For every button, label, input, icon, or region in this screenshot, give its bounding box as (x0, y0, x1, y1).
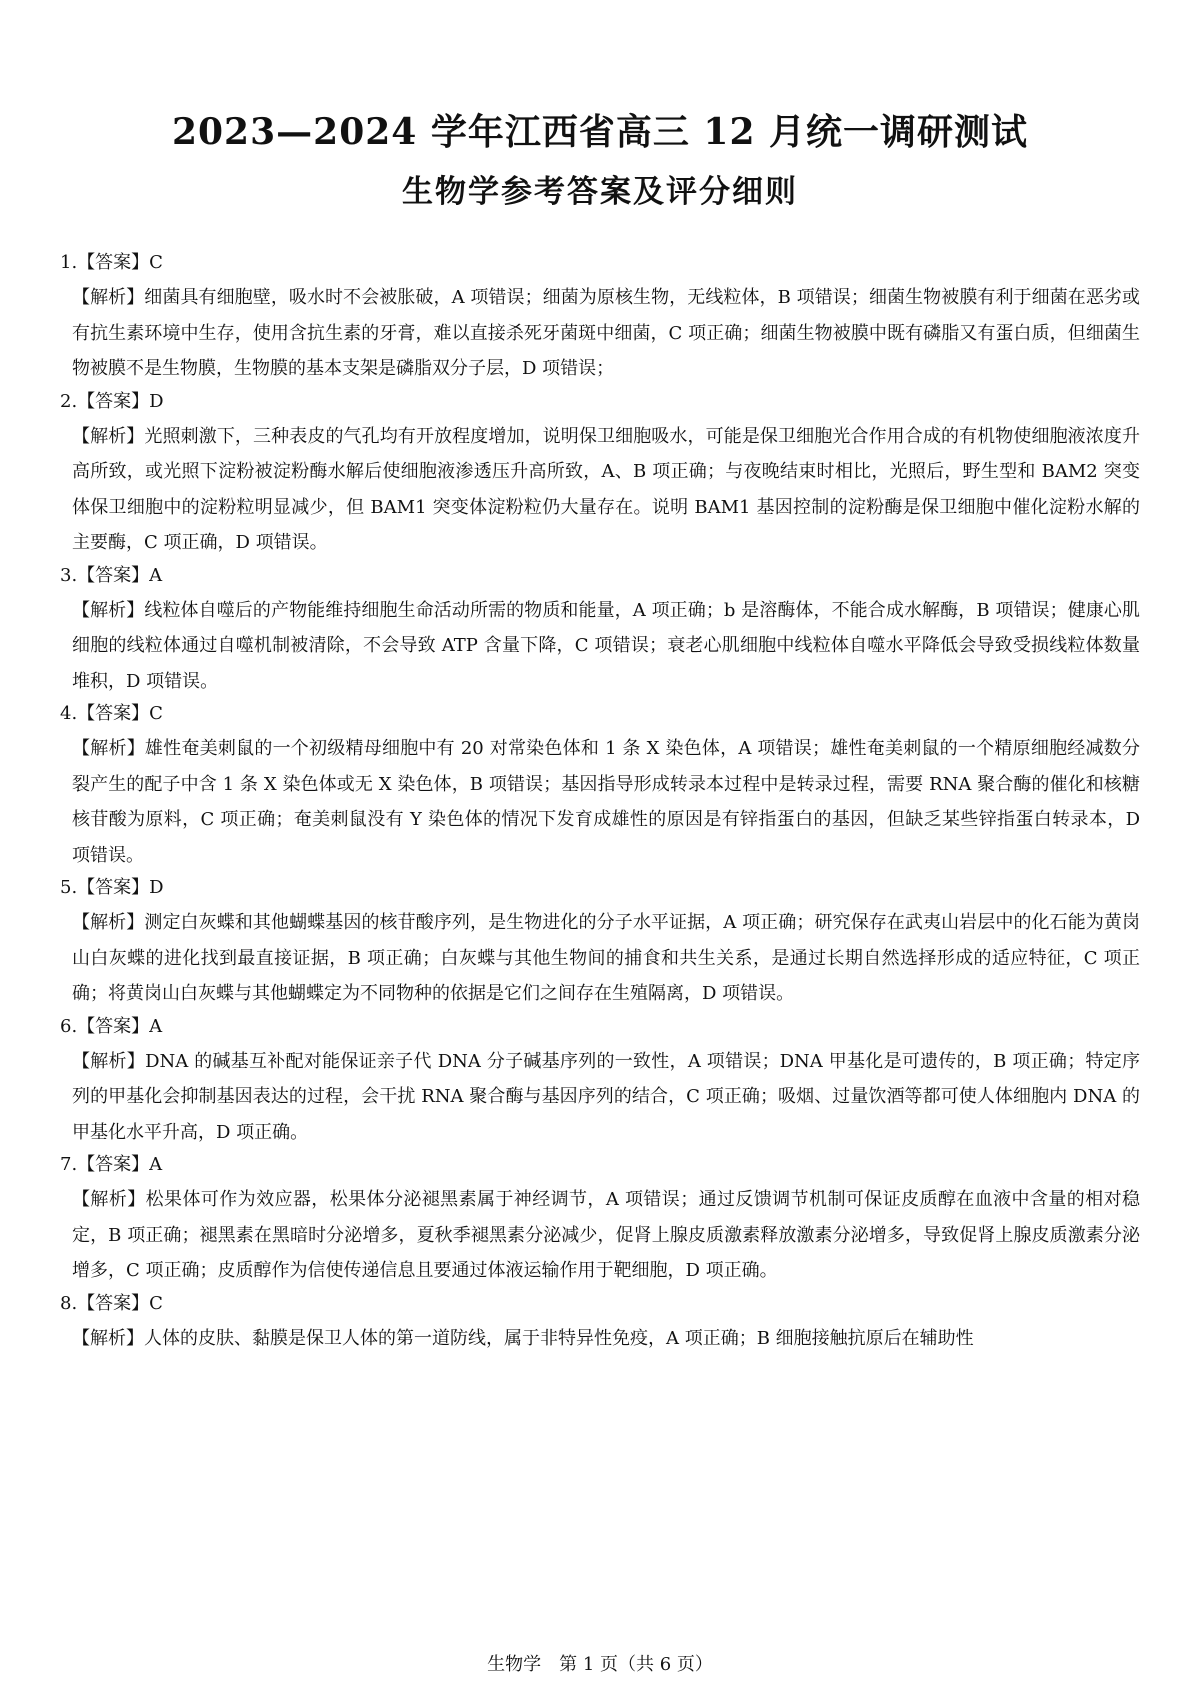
explanation-paragraph: 【解析】测定白灰蝶和其他蝴蝶基因的核苷酸序列，是生物进化的分子水平证据，A 项正确；研究保存在武夷山岩层中的化石能为黄岗山白灰蝶的进化找到最直接证据，B 项正确；白灰蝶与其他生物间的捕食和共生关系，是通过长期自然选择形成的适应特征，C 项正确；将黄岗山白灰蝶与其他蝴蝶定为不同物种的依据是它们之间存在生殖隔离，D 项错误。 (72, 912, 1140, 1004)
explanation-paragraph: 【解析】雄性奄美刺鼠的一个初级精母细胞中有 20 对常染色体和 1 条 X 染色体，A 项错误；雄性奄美刺鼠的一个精原细胞经减数分裂产生的配子中含 1 条 X 染色体或无 X 染色体，B 项错误；基因指导形成转录本过程中是转录过程，需要 RNA 聚合酶的催化和核糖核苷酸为原料，C 项正确；奄美刺鼠没有 Y 染色体的情况下发育成雄性的原因是有锌指蛋白的基因，但缺乏某些锌指蛋白转录本，D 项错误。 (72, 738, 1140, 866)
explanation-paragraph: 【解析】细菌具有细胞壁，吸水时不会被胀破，A 项错误；细菌为原核生物，无线粒体，B 项错误；细菌生物被膜有利于细菌在恶劣或有抗生素环境中生存，使用含抗生素的牙膏，难以直接杀死牙菌斑中细菌，C 项正确；细菌生物被膜中既有磷脂又有蛋白质，但细菌生物被膜不是生物膜，生物膜的基本支架是磷脂双分子层，D 项错误； (72, 287, 1140, 379)
answer-line: 8.【答案】C (60, 1292, 163, 1314)
explanation-paragraph: 【解析】光照刺激下，三种表皮的气孔均有开放程度增加，说明保卫细胞吸水，可能是保卫细胞光合作用合成的有机物使细胞液浓度升高所致，或光照下淀粉被淀粉酶水解后使细胞液渗透压升高所致，A、B 项正确；与夜晚结束时相比，光照后，野生型和 BAM2 突变体保卫细胞中的淀粉粒明显减少，但 BAM1 突变体淀粉粒仍大量存在。说明 BAM1 基因控制的淀粉酶是保卫细胞中催化淀粉水解的主要酶，C 项正确，D 项错误。 (72, 425, 1140, 553)
question-item (60, 873, 1140, 1012)
question-item (60, 1150, 1140, 1289)
page-footer: 生物学 第 1 页（共 6 页） (487, 1654, 713, 1675)
question-item (60, 561, 1140, 700)
question-item (60, 699, 1140, 873)
answer-line: 5.【答案】D (60, 877, 164, 898)
question-item (60, 387, 1140, 561)
question-item (60, 248, 1140, 387)
question-list (60, 248, 1140, 1356)
page-title: 2023—2024 学年江西省高三 12 月统一调研测试 (171, 111, 1029, 153)
answer-line: 3.【答案】A (60, 564, 163, 586)
answer-line: 1.【答案】C (60, 252, 163, 273)
explanation-paragraph: 【解析】人体的皮肤、黏膜是保卫人体的第一道防线，属于非特异性免疫，A 项正确；B 细胞接触抗原后在辅助性 (72, 1327, 974, 1349)
answer-line: 6.【答案】A (60, 1015, 163, 1037)
answer-line: 7.【答案】A (60, 1154, 163, 1175)
explanation-paragraph: 【解析】DNA 的碱基互补配对能保证亲子代 DNA 分子碱基序列的一致性，A 项错误；DNA 甲基化是可遗传的，B 项正确；特定序列的甲基化会抑制基因表达的过程，会干扰 RNA 聚合酶与基因序列的结合，C 项正确；吸烟、过量饮酒等都可使人体细胞内 DNA 的甲基化水平升高，D 项正确。 (72, 1050, 1140, 1143)
question-item (60, 1012, 1140, 1151)
explanation-paragraph: 【解析】线粒体自噬后的产物能维持细胞生命活动所需的物质和能量，A 项正确；b 是溶酶体，不能合成水解酶，B 项错误；健康心肌细胞的线粒体通过自噬机制被清除，不会导致 ATP 含量下降，C 项错误；衰老心肌细胞中线粒体自噬水平降低会导致受损线粒体数量堆积，D 项错误。 (72, 599, 1140, 692)
answer-line: 4.【答案】C (60, 703, 163, 724)
answer-line: 2.【答案】D (60, 390, 164, 412)
explanation-paragraph: 【解析】松果体可作为效应器，松果体分泌褪黑素属于神经调节，A 项错误；通过反馈调节机制可保证皮质醇在血液中含量的相对稳定，B 项正确；褪黑素在黑暗时分泌增多，夏秋季褪黑素分泌减少，促肾上腺皮质激素释放激素分泌增多，导致促肾上腺皮质激素分泌增多，C 项正确；皮质醇作为信使传递信息且要通过体液运输作用于靶细胞，D 项正确。 (72, 1189, 1140, 1281)
page-subtitle: 生物学参考答案及评分细则 (402, 174, 798, 210)
question-item (60, 1289, 1140, 1357)
